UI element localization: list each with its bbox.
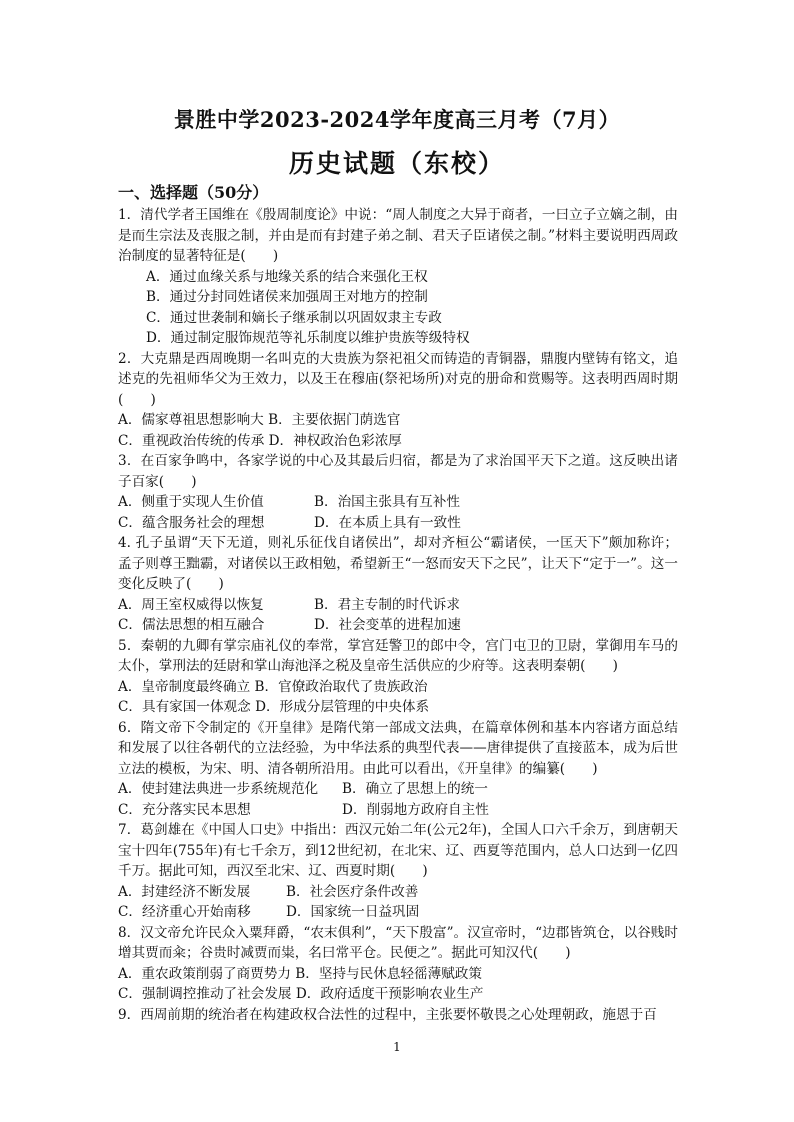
question-7 xyxy=(118,820,678,923)
option-d: D．国家统一日益巩固 xyxy=(286,904,420,920)
options xyxy=(118,492,678,533)
option-ab: A．儒家尊祖思想影响大 B．主要依据门荫选官 xyxy=(118,412,401,428)
option-d: D．社会变革的进程加速 xyxy=(314,617,461,633)
option-d: D．通过制定服饰规范等礼乐制度以维护贵族等级特权 xyxy=(146,330,470,346)
option-b: B．通过分封同姓诸侯来加强周王对地方的控制 xyxy=(146,289,428,305)
option-a: A．通过血缘关系与地缘关系的结合来强化王权 xyxy=(146,268,428,285)
option-ab: A．皇帝制度最终确立 B．官僚政治取代了贵族政治 xyxy=(118,678,428,695)
section-heading: 一、选择题（50分） xyxy=(118,183,269,202)
options xyxy=(118,964,678,1005)
option-a: A．封建经济不断发展 xyxy=(118,883,251,900)
option-a: A．周王室权威得以恢复 xyxy=(118,596,264,613)
option-c: C．蕴含服务社会的理想 xyxy=(118,514,265,531)
question-stem: 2．大克鼎是西周晚期一名叫克的大贵族为祭祀祖父而铸造的青铜器，鼎腹内壁铸有铭文，追述克的先祖师华父为王效力，以及王在穆庙(祭祀场所)对克的册命和赏赐等。这表明西周时期( ) xyxy=(118,350,678,408)
option-cd: C．具有家国一体观念 D．形成分层管理的中央体系 xyxy=(118,699,430,715)
question-9 xyxy=(118,1005,678,1026)
option-b: B．社会医疗条件改善 xyxy=(286,883,419,900)
option-a: A．侧重于实现人生价值 xyxy=(118,494,264,510)
option-c: C．充分落实民本思想 xyxy=(118,801,251,818)
question-stem: 1．清代学者王国维在《殷周制度论》中说：“周人制度之大异于商者，一曰立子立嫡之制，由是而生宗法及丧服之制，并由是而有封建子弟之制、君天子臣诸侯之制。”材料主要说明西周政治制度的显著特征是( ) xyxy=(118,207,678,264)
option-cd: C．重视政治传统的传承 D．神权政治色彩浓厚 xyxy=(118,432,402,449)
question-stem: 8．汉文帝允许民众入粟拜爵，“农末俱利”，“天下殷富”。汉宣帝时，“边郡皆筑仓，以谷贱时增其贾而籴；谷贵时减贾而粜，名曰常平仓。民便之”。据此可知汉代( ) xyxy=(118,924,678,961)
question-stem: 3．在百家争鸣中，各家学说的中心及其最后归宿，都是为了求治国平天下之道。这反映出诸子百家( ) xyxy=(118,453,678,490)
question-stem: 5．秦朝的九卿有掌宗庙礼仪的奉常，掌宫廷警卫的郎中令，宫门屯卫的卫尉，掌御用车马的太仆，掌刑法的廷尉和掌山海池泽之税及皇帝生活供应的少府等。这表明秦朝( ) xyxy=(118,637,678,674)
question-6 xyxy=(118,718,678,821)
option-d: D．在本质上具有一致性 xyxy=(314,514,461,531)
options xyxy=(118,677,678,718)
page-number: 1 xyxy=(393,1040,401,1054)
option-b: B．确立了思想上的统一 xyxy=(342,781,488,797)
option-b: B．君主专制的时代诉求 xyxy=(314,596,460,613)
exam-subtitle: 历史试题（东校） xyxy=(288,149,505,178)
options xyxy=(118,779,678,820)
question-8 xyxy=(118,923,678,1005)
option-b: B．治国主张具有互补性 xyxy=(314,494,460,510)
options xyxy=(118,882,678,923)
exam-title: 景胜中学2023-2024学年度高三月考（7月） xyxy=(173,107,621,132)
question-list xyxy=(118,205,678,1025)
question-2 xyxy=(118,349,678,452)
question-stem: 6．隋文帝下令制定的《开皇律》是隋代第一部成文法典，在篇章体例和基本内容诸方面总结和发展了以往各朝代的立法经验，为中华法系的典型代表——唐律提供了直接蓝本，成为后世立法的模板，为宋、明、清各朝所沿用。由此可以看出，《开皇律》的编纂( ) xyxy=(118,719,678,777)
option-a: A．使封建法典进一步系统规范化 xyxy=(118,781,319,797)
options xyxy=(118,267,678,349)
question-stem: 9．西周前期的统治者在构建政权合法性的过程中，主张要怀敬畏之心处理朝政，施恩于百 xyxy=(118,1006,657,1023)
option-c: C．经济重心开始南移 xyxy=(118,904,251,920)
option-d: D．削弱地方政府自主性 xyxy=(342,801,489,818)
options xyxy=(118,410,678,451)
question-4 xyxy=(118,533,678,636)
option-c: C．儒法思想的相互融合 xyxy=(118,617,265,633)
options xyxy=(118,595,678,636)
question-3 xyxy=(118,451,678,533)
question-5 xyxy=(118,636,678,718)
question-1 xyxy=(118,205,678,349)
option-c: C．通过世袭制和嫡长子继承制以巩固奴隶主专政 xyxy=(146,309,442,326)
question-stem: 7．葛剑雄在《中国人口史》中指出：西汉元始二年(公元2年)，全国人口六千余万，到唐朝天宝十四年(755年)有七千余万，到12世纪初，在北宋、辽、西夏等范围内，总人口达到一亿四千万。据此可知，西汉至北宋、辽、西夏时期( ) xyxy=(118,822,678,879)
option-cd: C．强制调控推动了社会发展 D．政府适度干预影响农业生产 xyxy=(118,986,484,1002)
question-stem: 4. 孔子虽谓“天下无道，则礼乐征伐自诸侯出”，却对齐桓公“霸诸侯，一匡天下”颇加称许；孟子则尊王黜霸，对诸侯以王政相勉，希望新王“一怒而安天下之民”，让天下“定于一”。这一变化反映了( ) xyxy=(118,535,678,592)
option-ab: A．重农政策削弱了商贾势力 B．坚持与民休息轻徭薄赋政策 xyxy=(118,965,482,982)
